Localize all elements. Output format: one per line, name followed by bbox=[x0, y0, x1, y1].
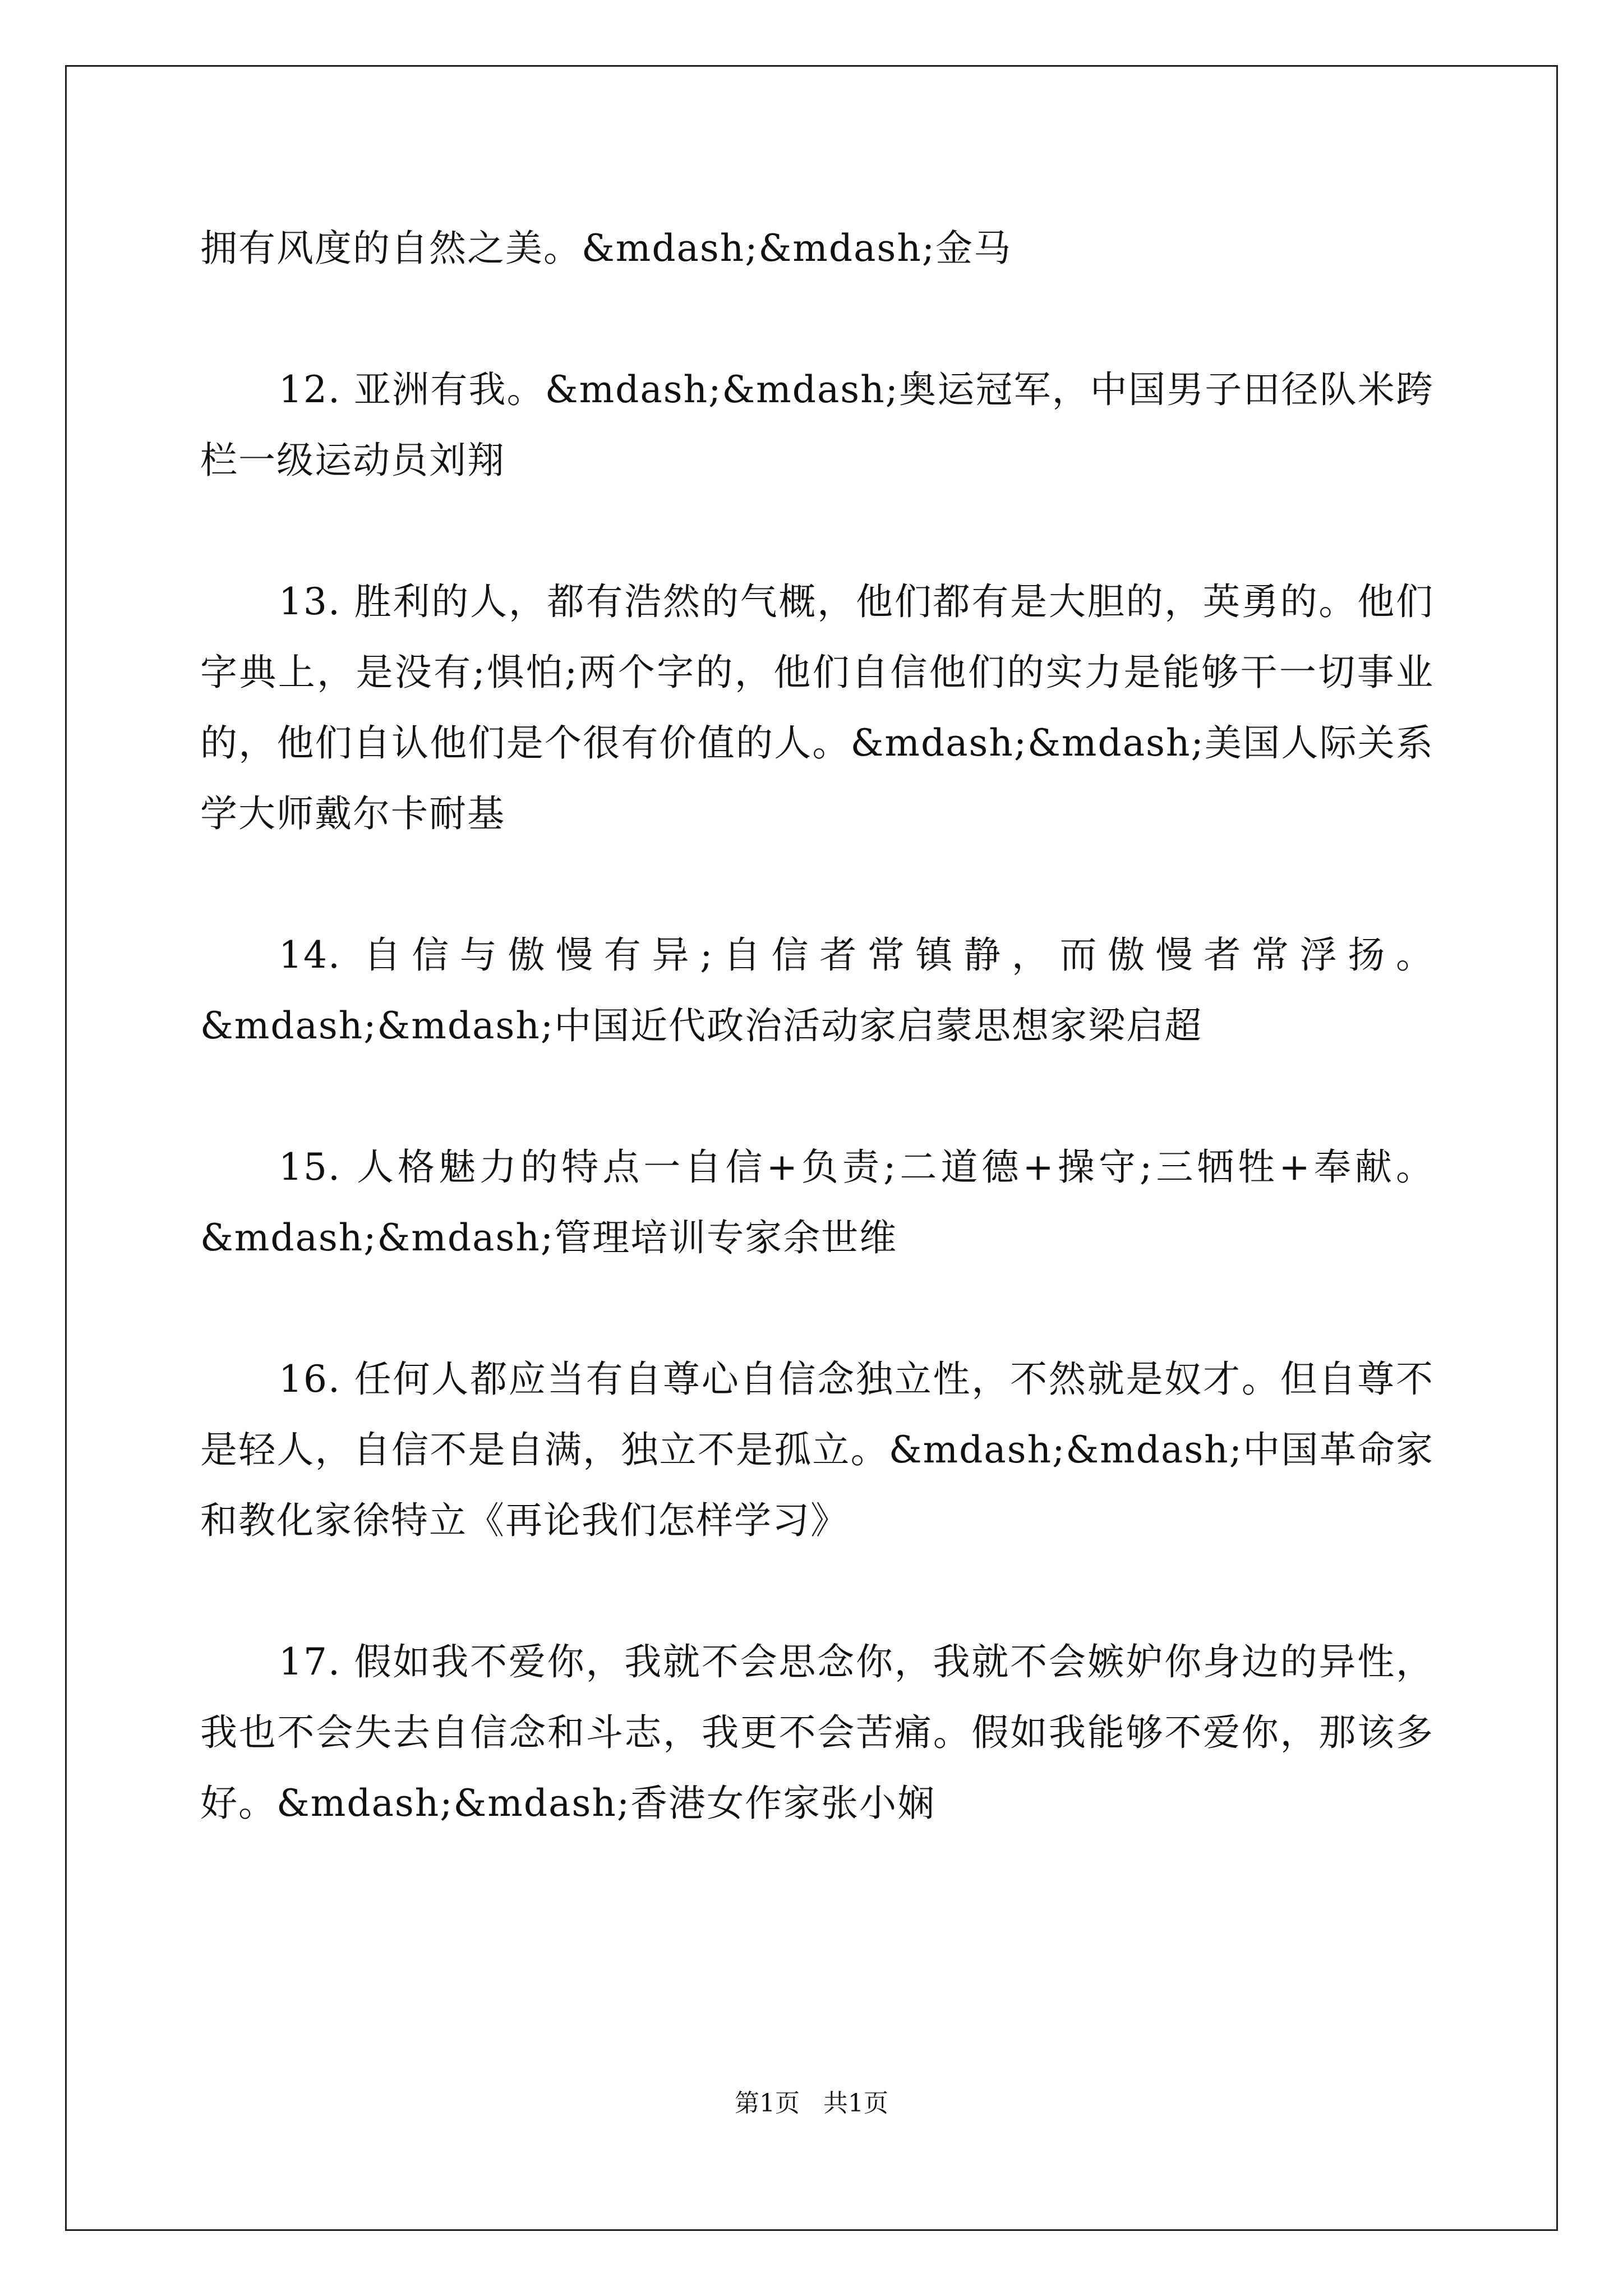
page-number-current: 第1页 bbox=[735, 2089, 800, 2118]
paragraph-1: 拥有风度的自然之美。&mdash;&mdash;金马 bbox=[200, 227, 1012, 270]
page-number-total: 共1页 bbox=[823, 2089, 888, 2118]
document-body bbox=[200, 213, 1434, 1839]
paragraph-7: 17. 假如我不爱你，我就不会思念你，我就不会嫉妒你身边的异性，我也不会失去自信念和斗志，我更不会苦痛。假如我能够不爱你，那该多好。&mdash;&mdash;香港女作家张小娴 bbox=[200, 1640, 1434, 1825]
paragraph-4: 14. 自信与傲慢有异;自信者常镇静，而傲慢者常浮扬。&mdash;&mdash;中国近代政治活动家启蒙思想家梁启超 bbox=[200, 933, 1434, 1047]
paragraph-3: 13. 胜利的人，都有浩然的气概，他们都有是大胆的，英勇的。他们字典上，是没有;惧怕;两个字的，他们自信他们的实力是能够干一切事业的，他们自认他们是个很有价值的人。&mdash;&mdash;美国人际关系学大师戴尔卡耐基 bbox=[200, 580, 1434, 835]
paragraph-6: 16. 任何人都应当有自尊心自信念独立性，不然就是奴才。但自尊不是轻人，自信不是自满，独立不是孤立。&mdash;&mdash;中国革命家和教化家徐特立《再论我们怎样学习》 bbox=[200, 1358, 1434, 1542]
paragraph-2: 12. 亚洲有我。&mdash;&mdash;奥运冠军，中国男子田径队米跨栏一级运动员刘翔 bbox=[200, 368, 1434, 482]
page-footer bbox=[0, 2087, 1623, 2120]
paragraph-5: 15. 人格魅力的特点一自信+负责;二道德+操守;三牺牲+奉献。&mdash;&mdash;管理培训专家余世维 bbox=[200, 1145, 1434, 1259]
